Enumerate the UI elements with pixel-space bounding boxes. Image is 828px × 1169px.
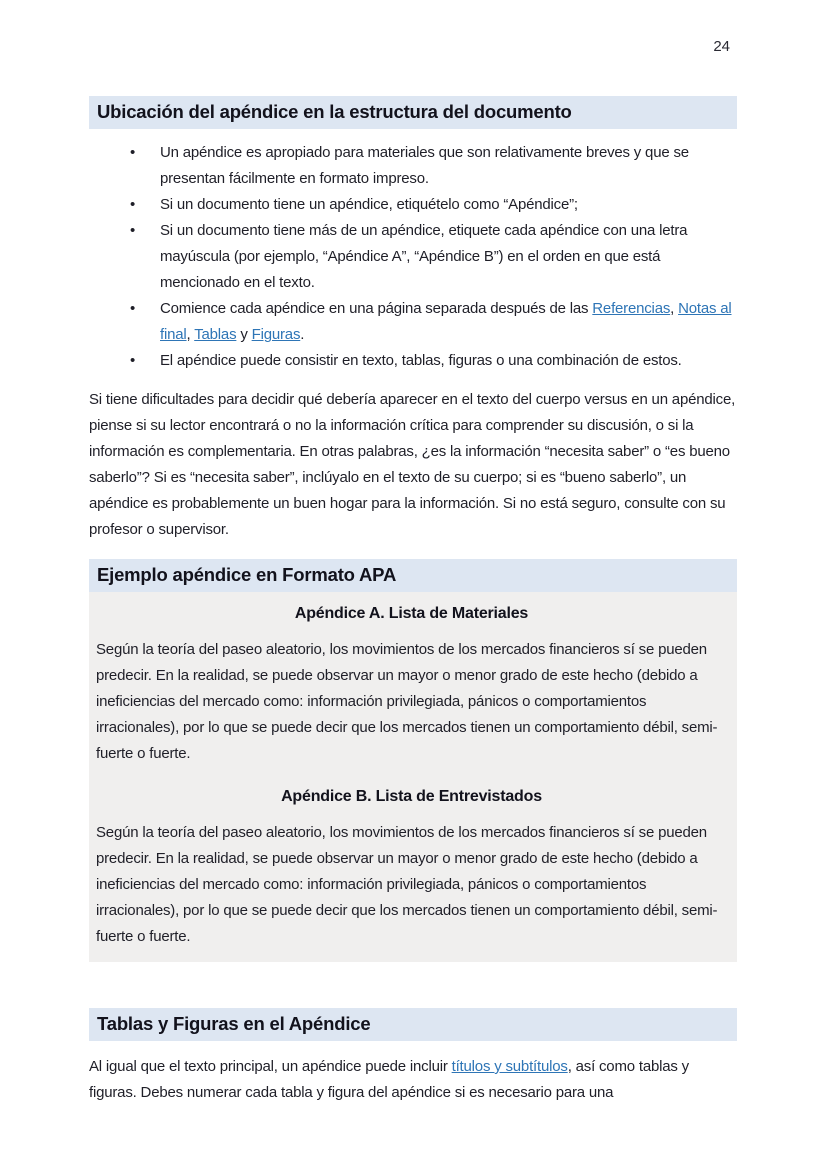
link-titulos-y-subtitulos[interactable]: títulos y subtítulos — [451, 1058, 568, 1075]
section-heading-ejemplo: Ejemplo apéndice en Formato APA — [89, 559, 737, 592]
bullet-text: Comience cada apéndice en una página separada después de las — [160, 300, 593, 317]
appendix-b-title: Apéndice B. Lista de Entrevistados — [281, 788, 542, 805]
link-tablas[interactable]: Tablas — [194, 326, 237, 343]
paragraph-decision-guidance: Si tiene dificultades para decidir qué debería aparecer en el texto del cuerpo versus en un apéndice, piense si su lector encontrará o no la información crítica para comprender su discusión, o si la información es complementaria. En otras palabras, ¿es la información “necesita saber” o “es bueno saberlo”? Si es “necesita saber”, inclúyalo en el texto de su cuerpo; si es “bueno saberlo”, un apéndice es probablemente un buen hogar para la información. Si no está seguro, consulte con su profesor o supervisor. — [89, 391, 736, 538]
bullet-item: • Un apéndice es apropiado para materiales que son relativamente breves y que se presentan fácilmente en formato impreso. — [160, 140, 735, 192]
bullet-text: . — [300, 326, 305, 343]
bullet-text: y — [236, 326, 252, 343]
page-content — [89, 96, 737, 1106]
bullet-item — [160, 296, 735, 348]
link-notas-al-final[interactable]: Notas al final — [160, 300, 732, 343]
link-figuras[interactable]: Figuras — [251, 326, 301, 343]
paragraph-text: , así como tablas y figuras. Debes numerar cada tabla y figura del apéndice si es necesario para una — [89, 1058, 689, 1101]
appendix-b-body: Según la teoría del paseo aleatorio, los movimientos de los mercados financieros sí se pueden predecir. En la realidad, se puede observar un mayor o menor grado de este hecho (debido a ineficiencias del mercado como: información privilegiada, pánicos o comportamientos irracionales), por lo que se puede decir que los mercados tienen un comportamiento débil, semi-fuerte o fuerte. — [96, 824, 718, 945]
link-referencias[interactable]: Referencias — [592, 300, 671, 317]
paragraph-text: Al igual que el texto principal, un apéndice puede incluir — [89, 1058, 452, 1075]
bullet-list — [89, 140, 737, 374]
apa-example-box — [89, 592, 737, 962]
paragraph-tablas-figuras — [89, 1054, 737, 1106]
page-number: 24 — [713, 38, 730, 55]
bullet-item: • El apéndice puede consistir en texto, tablas, figuras o una combinación de estos. — [160, 348, 735, 374]
section-heading-ubicacion: Ubicación del apéndice en la estructura del documento — [89, 96, 737, 129]
bullet-text: , — [670, 300, 679, 317]
appendix-a-title: Apéndice A. Lista de Materiales — [294, 605, 529, 622]
bullet-text: , — [186, 326, 195, 343]
bullet-item: • Si un documento tiene un apéndice, etiquételo como “Apéndice”; — [160, 192, 735, 218]
section-heading-tablas: Tablas y Figuras en el Apéndice — [89, 1008, 737, 1041]
bullet-item: • Si un documento tiene más de un apéndice, etiquete cada apéndice con una letra mayúscula (por ejemplo, “Apéndice A”, “Apéndice B”) en el orden en que está mencionado en el texto. — [160, 218, 735, 296]
appendix-a-body: Según la teoría del paseo aleatorio, los movimientos de los mercados financieros sí se pueden predecir. En la realidad, se puede observar un mayor o menor grado de este hecho (debido a ineficiencias del mercado como: información privilegiada, pánicos o comportamientos irracionales), por lo que se puede decir que los mercados tienen un comportamiento débil, semi-fuerte o fuerte. — [96, 641, 718, 762]
